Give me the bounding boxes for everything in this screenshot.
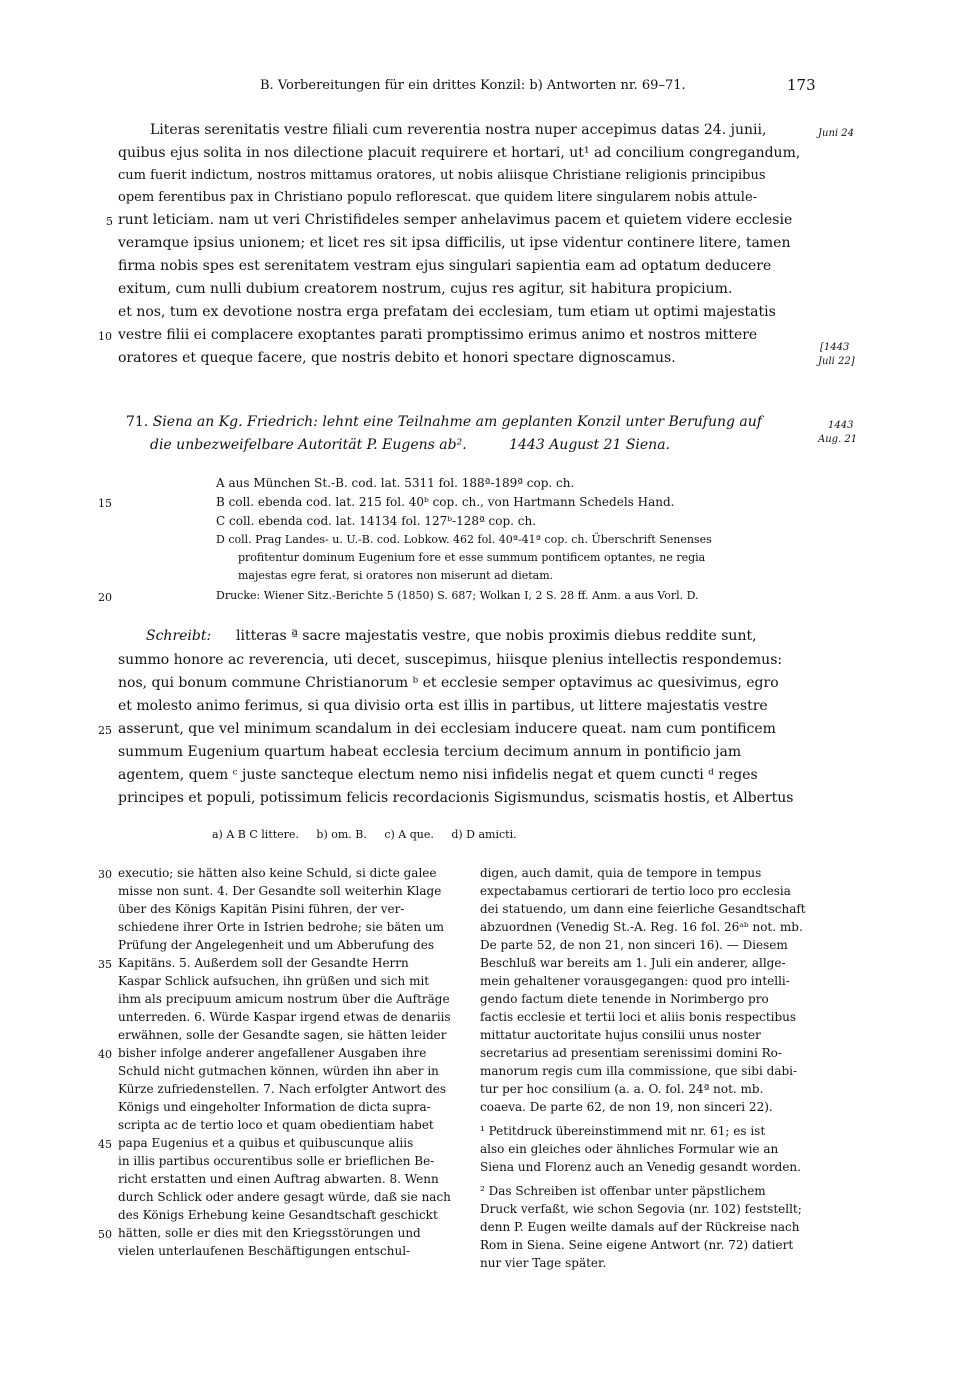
footnote-line: mein gehaltener vorausgegangen: quod pro intelli- (480, 974, 790, 988)
text-line: summo honore ac reverencia, uti decet, suscepimus, hiisque plenius intellectis respondemus: (118, 652, 783, 668)
footnote-line: nur vier Tage später. (480, 1256, 607, 1270)
footnote-line: coaeva. De parte 62, de non 19, non sinceri 22). (480, 1100, 773, 1114)
footnote-line: manorum regis cum illa commissione, que sibi dabi- (480, 1064, 798, 1078)
line-number: 25 (98, 724, 112, 737)
line-number: 5 (106, 215, 113, 228)
source-line: B coll. ebenda cod. lat. 215 fol. 40ᵇ cop. ch., von Hartmann Schedels Hand. (216, 495, 675, 509)
margin-date: Juli 22] (818, 356, 855, 367)
footnote-line: also ein gleiches oder ähnliches Formular wie an (480, 1142, 779, 1156)
document-title-cont: die unbezweifelbare Autorität P. Eugens ab². (150, 437, 467, 453)
source-line: A aus München St.-B. cod. lat. 5311 fol. 188ª-189ª cop. ch. (216, 476, 575, 490)
line-number: 50 (98, 1228, 112, 1241)
footnote-line: papa Eugenius et a quibus et quibuscunque aliis (118, 1136, 414, 1150)
footnote-line: Schuld nicht gutmachen können, würden ihn aber in (118, 1064, 439, 1078)
footnote-line: abzuordnen (Venedig St.-A. Reg. 16 fol. 26ᵃᵇ not. mb. (480, 920, 803, 934)
source-line: C coll. ebenda cod. lat. 14134 fol. 127ᵇ-128ª cop. ch. (216, 514, 537, 528)
footnote-line: bisher infolge anderer angefallener Ausgaben ihre (118, 1046, 427, 1060)
footnote-line: Rom in Siena. Seine eigene Antwort (nr. 72) datiert (480, 1238, 794, 1252)
footnote-line: richt erstatten und einen Auftrag abwarten. 8. Wenn (118, 1172, 439, 1186)
text-line: et nos, tum ex devotione nostra erga prefatam dei ecclesiam, tum etiam ut optimi majestatis (118, 304, 776, 320)
footnote-line: tur per hoc consilium (a. a. O. fol. 24ª not. mb. (480, 1082, 764, 1096)
footnote-line: scripta ac de tertio loco et quam obedientiam habet (118, 1118, 434, 1132)
footnote-line: über des Königs Kapitän Pisini führen, der ver- (118, 902, 405, 916)
footnote-line: denn P. Eugen weilte damals auf der Rückreise nach (480, 1220, 800, 1234)
line-number: 30 (98, 868, 112, 881)
text-line: summum Eugenium quartum habeat ecclesia tercium decimum annum in pontificio jam (118, 744, 742, 760)
footnote-line: Königs und eingeholter Information de dicta supra- (118, 1100, 431, 1114)
document-date: 1443 August 21 Siena. (509, 437, 670, 453)
footnote-line: mittatur auctoritate hujus consilii unus noster (480, 1028, 761, 1042)
text-line: agentem, quem ᶜ juste sancteque electum nemo nisi infidelis negat et quem cuncti ᵈ reges (118, 767, 758, 783)
text-line: runt leticiam. nam ut veri Christifideles semper anhelavimus pacem et quietem videre ecclesie (118, 212, 793, 228)
footnote-line: des Königs Erhebung keine Gesandtschaft geschickt (118, 1208, 438, 1222)
footnote-line: executio; sie hätten also keine Schuld, si dicte galee (118, 866, 437, 880)
margin-date: Juni 24 (818, 128, 854, 139)
text-line: opem ferentibus pax in Christiano populo reflorescat. que quidem litere singularem nobis attule- (118, 190, 758, 205)
text-line: asserunt, que vel minimum scandalum in dei ecclesiam inducere queat. nam cum pontificem (118, 721, 776, 737)
footnote-line: digen, auch damit, quia de tempore in tempus (480, 866, 762, 880)
footnote-line: misse non sunt. 4. Der Gesandte soll weiterhin Klage (118, 884, 442, 898)
running-head: B. Vorbereitungen für ein drittes Konzil: b) Antworten nr. 69–71. (260, 78, 686, 93)
footnote-line: Druck verfaßt, wie schon Segovia (nr. 102) feststellt; (480, 1202, 802, 1216)
line-number: 15 (98, 497, 112, 510)
source-line: Drucke: Wiener Sitz.-Berichte 5 (1850) S. 687; Wolkan I, 2 S. 28 ff. Anm. a aus Vorl. D. (216, 589, 699, 602)
footnote-line: Siena und Florenz auch an Venedig gesandt worden. (480, 1160, 801, 1174)
footnote-line: factis ecclesie et tertii loci et aliis bonis respectibus (480, 1010, 797, 1024)
footnote-line: Kaspar Schlick aufsuchen, ihn grüßen und sich mit (118, 974, 430, 988)
footnote-line: schiedene ihrer Orte in Istrien bedrohe; sie bäten um (118, 920, 444, 934)
line-number: 20 (98, 591, 112, 604)
text-line: oratores et queque facere, que nostris debito et honori spectare dignoscamus. (118, 350, 676, 366)
footnote-line: hätten, solle er dies mit den Kriegsstörungen und (118, 1226, 421, 1240)
footnote-line: ihm als precipuum amicum nostrum über die Aufträge (118, 992, 450, 1006)
text-line: Literas serenitatis vestre filiali cum reverentia nostra nuper accepimus datas 24. junii, (150, 122, 767, 138)
variant-notes: a) A B C littere. b) om. B. c) A que. d) D amicti. (212, 828, 517, 841)
footnote-line: durch Schlick oder andere gesagt würde, daß sie nach (118, 1190, 451, 1204)
footnote-line: Prüfung der Angelegenheit und um Abberufung des (118, 938, 435, 952)
footnote-line: ² Das Schreiben ist offenbar unter päpstlichem (480, 1184, 766, 1198)
text-line: principes et populi, potissimum felicis recordacionis Sigismundus, scismatis hostis, et Albertus (118, 790, 794, 806)
text-line: litteras ª sacre majestatis vestre, que nobis proximis diebus reddite sunt, (236, 628, 757, 644)
text-line: cum fuerit indictum, nostros mittamus oratores, ut nobis aliisque Christiane religionis principibus (118, 168, 766, 183)
footnote-line: unterreden. 6. Würde Kaspar irgend etwas de denariis (118, 1010, 451, 1024)
footnote-line: expectabamus certiorari de tertio loco pro ecclesia (480, 884, 791, 898)
footnote-line: Beschluß war bereits am 1. Juli ein anderer, allge- (480, 956, 786, 970)
footnote-line: in illis partibus occurentibus solle er brieflichen Be- (118, 1154, 435, 1168)
line-number: 40 (98, 1048, 112, 1061)
source-line: profitentur dominum Eugenium fore et esse summum pontificem optantes, ne regia (238, 551, 706, 564)
text-line: firma nobis spes est serenitatem vestram ejus singulari sapientia eam ad optatum deducere (118, 258, 772, 274)
page-number: 173 (787, 76, 816, 94)
margin-year: 1443 (828, 420, 854, 431)
letter-label: Schreibt: (146, 628, 212, 644)
text-line: quibus ejus solita in nos dilectione placuit requirere et hortari, ut¹ ad concilium congregandum, (118, 145, 801, 161)
text-line: exitum, cum nulli dubium creatorem nostrum, cujus res agitur, sit habitura propicium. (118, 281, 733, 297)
text-line: veramque ipsius unionem; et licet res sit ipsa difficilis, ut ipse videntur continere litere, tamen (118, 235, 791, 251)
footnote-line: ¹ Petitdruck übereinstimmend mit nr. 61; es ist (480, 1124, 766, 1138)
text-line: et molesto animo ferimus, si qua divisio orta est illis in partibus, ut littere majestatis vestre (118, 698, 768, 714)
text-line: vestre filii ei complacere exoptantes parati promptissimo erimus animo et nostros mittere (118, 327, 758, 343)
footnote-line: De parte 52, de non 21, non sinceri 16). — Diesem (480, 938, 788, 952)
document-title: Siena an Kg. Friedrich: lehnt eine Teilnahme am geplanten Konzil unter Berufung auf (152, 414, 762, 430)
footnote-line: secretarius ad presentiam serenissimi domini Ro- (480, 1046, 782, 1060)
footnote-line: Kürze zufriedenstellen. 7. Nach erfolgter Antwort des (118, 1082, 447, 1096)
text-line: nos, qui bonum commune Christianorum ᵇ et ecclesie semper optavimus ac quesivimus, egro (118, 675, 779, 691)
footnote-line: Kapitäns. 5. Außerdem soll der Gesandte Herrn (118, 956, 409, 970)
source-line: D coll. Prag Landes- u. U.-B. cod. Lobkow. 462 fol. 40ª-41ª cop. ch. Überschrift Senenses (216, 533, 712, 546)
line-number: 10 (98, 330, 112, 343)
margin-date: [1443 (820, 342, 850, 353)
footnote-line: erwähnen, solle der Gesandte sagen, sie hätten leider (118, 1028, 447, 1042)
margin-date: Aug. 21 (818, 434, 858, 445)
line-number: 35 (98, 958, 112, 971)
footnote-line: gendo factum diete tenende in Norimbergo pro (480, 992, 769, 1006)
source-line: majestas egre ferat, si oratores non miserunt ad dietam. (238, 569, 554, 582)
document-number: 71. (126, 414, 149, 430)
line-number: 45 (98, 1138, 112, 1151)
footnote-line: dei statuendo, um dann eine feierliche Gesandtschaft (480, 902, 806, 916)
footnote-line: vielen unterlaufenen Beschäftigungen entschul- (118, 1244, 411, 1258)
